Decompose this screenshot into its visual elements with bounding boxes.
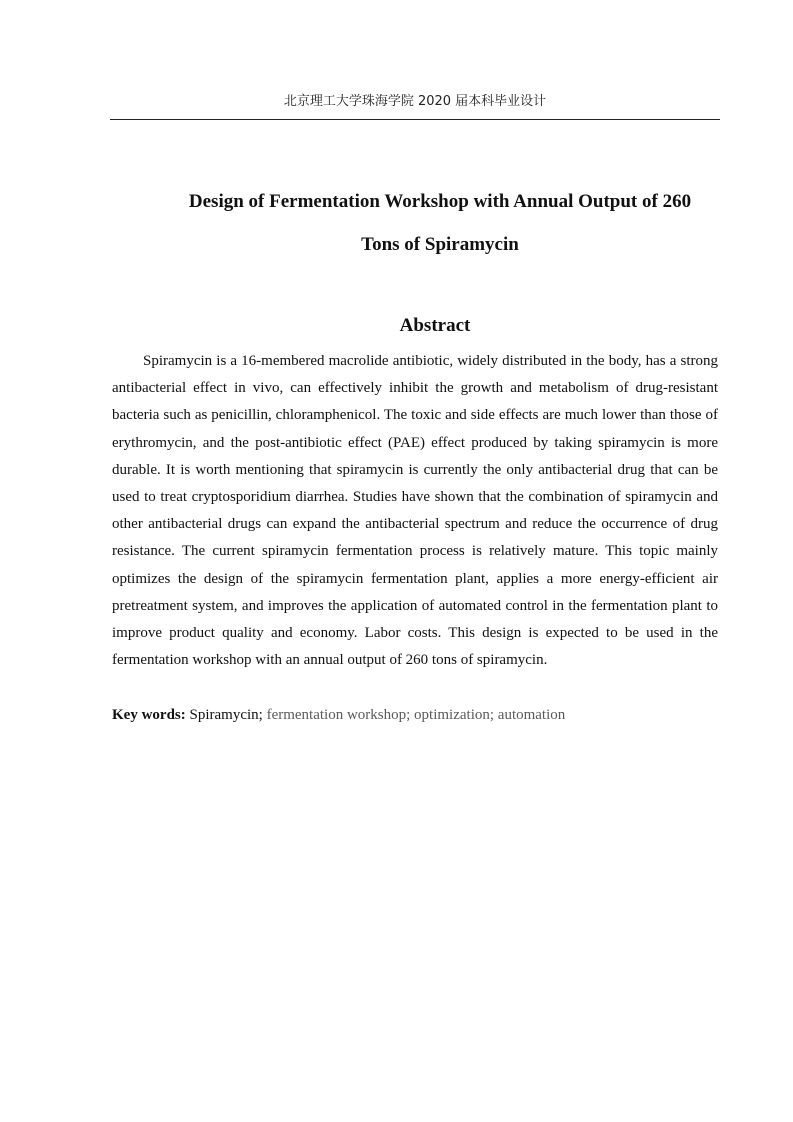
document-title-line-1: Design of Fermentation Workshop with Annual Output of 260 — [188, 191, 692, 212]
keyword-first: Spiramycin; — [189, 707, 263, 723]
abstract-body: Spiramycin is a 16-membered macrolide antibiotic, widely distributed in the body, has a strong antibacterial effect in vivo, can effectively inhibit the growth and metabolism of drug-resistant bacteria such as penicillin, chloramphenicol. The toxic and side effects are much lower than those of erythromycin, and the post-antibiotic effect (PAE) effect produced by taking spiramycin is more durable. It is worth mentioning that spiramycin is currently the only antibacterial drug that can be used to treat cryptosporidium diarrhea. Studies have shown that the combination of spiramycin and other antibacterial drugs can expand the antibacterial spectrum and reduce the occurrence of drug resistance. The current spiramycin fermentation process is relatively mature. This topic mainly optimizes the design of the spiramycin fermentation plant, applies a more energy-efficient air pretreatment system, and improves the application of automated control in the fermentation plant to improve product quality and economy. Labor costs. This design is expected to be used in the fermentation workshop with an annual output of 260 tons of spiramycin. — [112, 353, 718, 669]
abstract-heading: Abstract — [399, 315, 471, 336]
page-header-text: 北京理工大学珠海学院 2020 届本科毕业设计 — [283, 94, 547, 109]
document-title-line-2: Tons of Spiramycin — [361, 234, 519, 255]
keywords-rest: fermentation workshop; optimization; automation — [266, 707, 566, 723]
document-title — [110, 180, 770, 266]
page-header — [110, 92, 720, 120]
keywords-line — [112, 702, 718, 728]
keywords-label: Key words: — [112, 707, 186, 723]
